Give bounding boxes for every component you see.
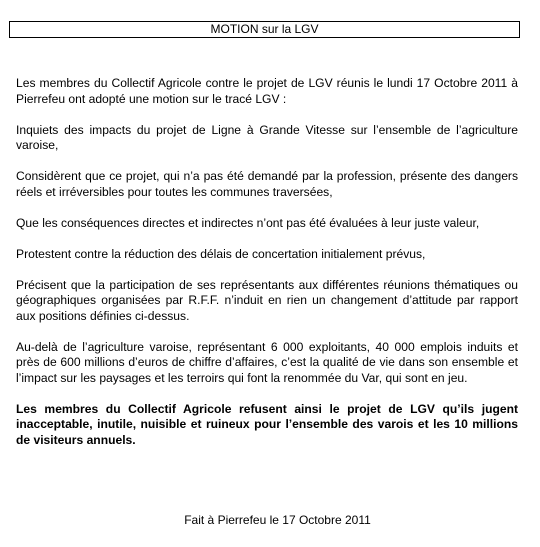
paragraph-protestent: Protestent contre la réduction des délais de concertation initialement prévus, [16, 246, 426, 261]
intro-paragraph: Les membres du Collectif Agricole contre le projet de LGV réunis le lundi 17 Octobre 2011 à Pierrefeu ont adopté une motion sur le tracé LGV : [16, 76, 518, 106]
paragraph-consequences: Que les conséquences directes et indirectes n’ont pas été évaluées à leur juste valeur, [16, 215, 480, 230]
paragraph-au-dela: Au-delà de l’agriculture varoise, représentant 6 000 exploitants, 40 000 emplois induits et près de 600 millions d’euros de chiffre d’affaires, c’est la qualité de vie dans son ensemble et l’impact sur les paysages et les terroirs qui font la renommée du Var, qui sont en jeu. [16, 339, 518, 385]
paragraph-conclusion: Les membres du Collectif Agricole refusent ainsi le projet de LGV qu’ils jugent inacceptable, inutile, nuisible et ruineux pour l’ensemble des varois et les 10 millions de visiteurs annuels. [16, 401, 518, 447]
paragraph-inquiets: Inquiets des impacts du projet de Ligne à Grande Vitesse sur l’ensemble de l’agriculture varoise, [16, 122, 518, 152]
motion-body [16, 76, 518, 464]
motion-title: MOTION sur la LGV [9, 21, 520, 38]
signature-line: Fait à Pierrefeu le 17 Octobre 2011 [184, 513, 371, 527]
paragraph-precisent: Précisent que la participation de ses représentants aux différentes réunions thématiques ou géographiques organisées par R.F.F. n’induit en rien un changement d’attitude par rapport aux positions définies ci-dessus. [16, 277, 518, 323]
paragraph-considerent: Considèrent que ce projet, qui n’a pas été demandé par la profession, présente des dangers réels et irréversibles pour toutes les communes traversées, [16, 169, 518, 199]
